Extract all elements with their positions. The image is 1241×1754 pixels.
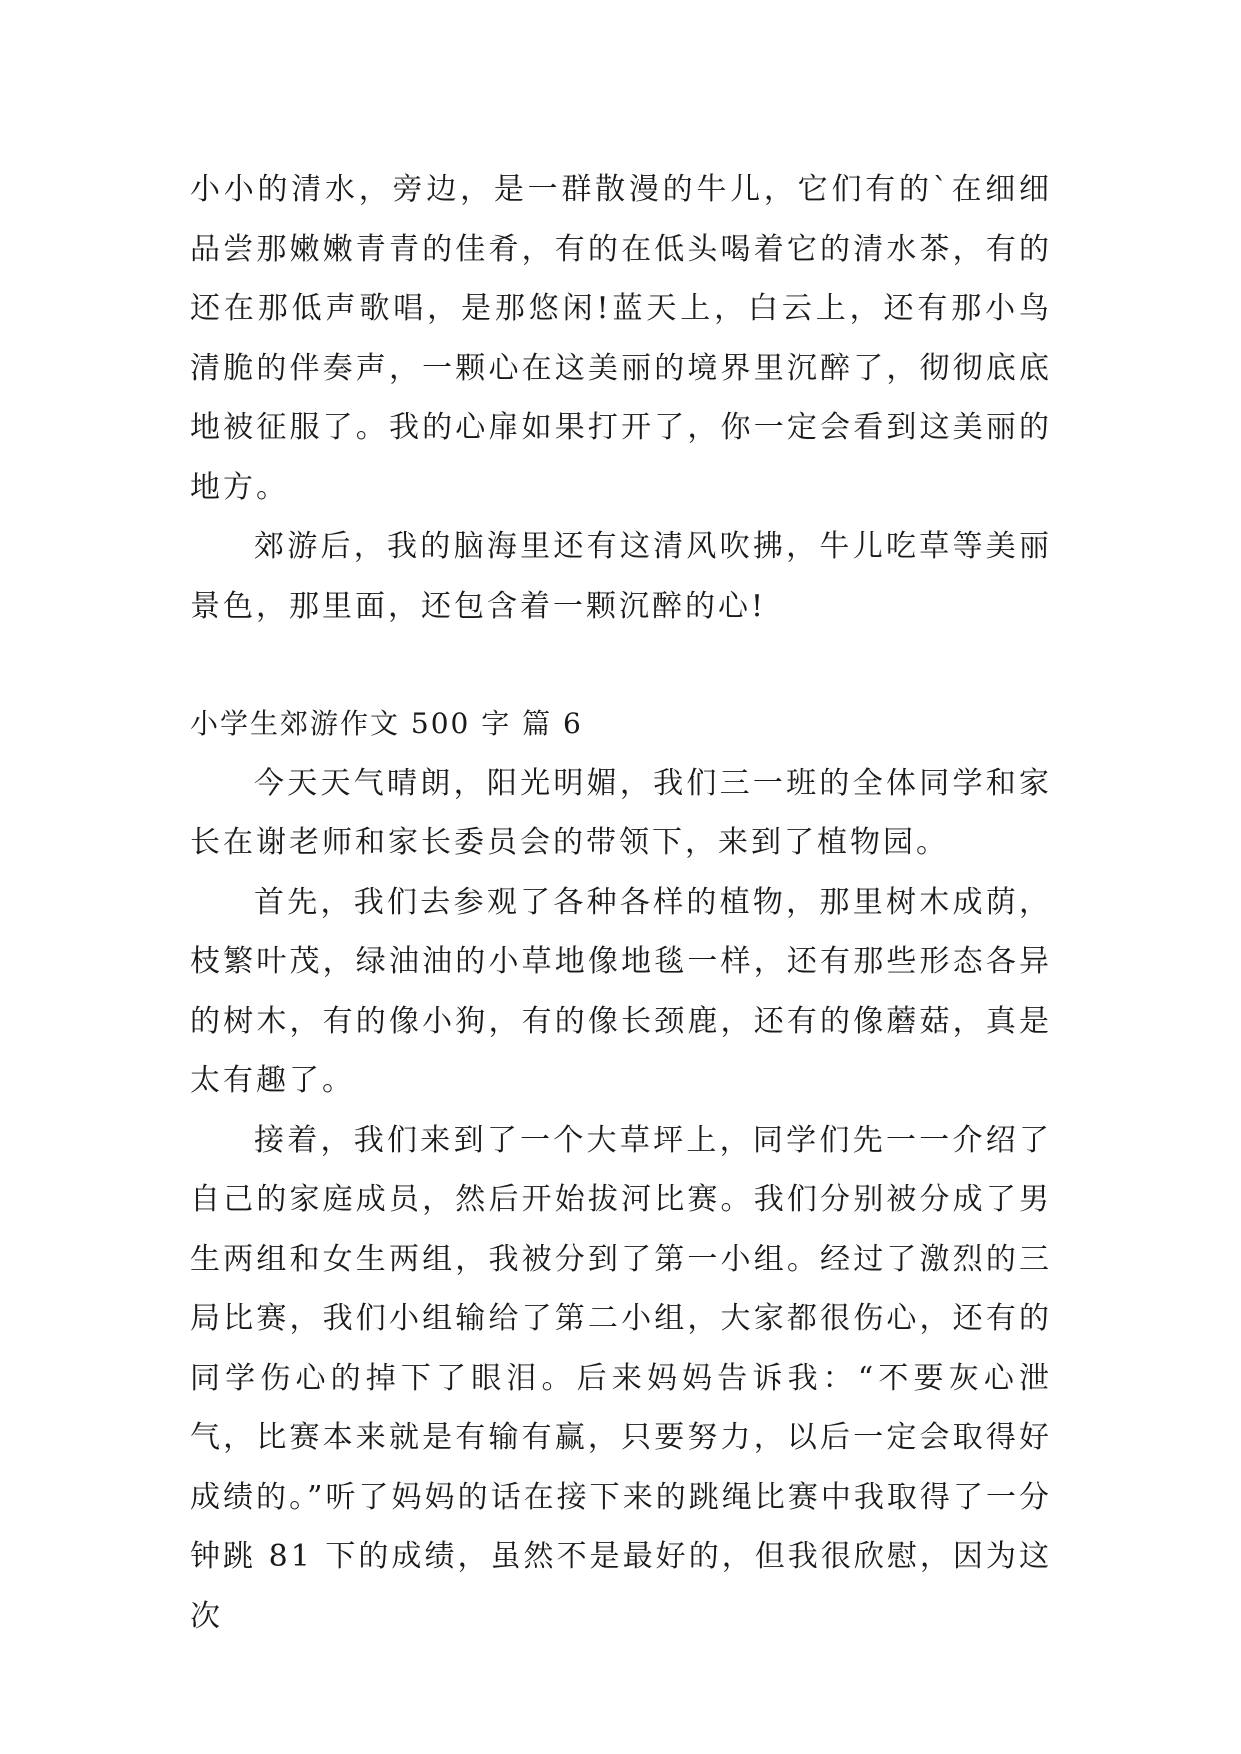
paragraph-4: 首先，我们去参观了各种各样的植物，那里树木成荫，枝繁叶茂，绿油油的小草地像地毯一样，还有那些形态各异的树木，有的像小狗，有的像长颈鹿，还有的像蘑菇，真是太有趣了。	[190, 884, 1052, 1098]
paragraph-1: 小小的清水，旁边，是一群散漫的牛儿，它们有的`在细细品尝那嫩嫩青青的佳肴，有的在低头喝着它的清水茶，有的还在那低声歌唱，是那悠闲!蓝天上，白云上，还有那小鸟清脆的伴奏声，一颗心在这美丽的境界里沉醉了，彻彻底底地被征服了。我的心扉如果打开了，你一定会看到这美丽的地方。	[190, 172, 1052, 505]
section-gap	[190, 636, 1052, 694]
paragraph-5: 接着，我们来到了一个大草坪上，同学们先一一介绍了自己的家庭成员，然后开始拔河比赛。我们分别被分成了男生两组和女生两组，我被分到了第一小组。经过了激烈的三局比赛，我们小组输给了第二小组，大家都很伤心，还有的同学伤心的掉下了眼泪。后来妈妈告诉我：“不要灰心泄气，比赛本来就是有输有赢，只要努力，以后一定会取得好成绩的。”听了妈妈的话在接下来的跳绳比赛中我取得了一分钟跳 81 下的成绩，虽然不是最好的，但我很欣慰，因为这次	[190, 1122, 1052, 1634]
paragraph-2: 郊游后，我的脑海里还有这清风吹拂，牛儿吃草等美丽景色，那里面，还包含着一颗沉醉的心!	[190, 529, 1052, 624]
paragraph-3: 今天天气晴朗，阳光明媚，我们三一班的全体同学和家长在谢老师和家长委员会的带领下，来到了植物园。	[190, 765, 1052, 860]
document-body	[190, 160, 1052, 1646]
section-heading: 小学生郊游作文 500 字 篇 6	[190, 707, 583, 740]
